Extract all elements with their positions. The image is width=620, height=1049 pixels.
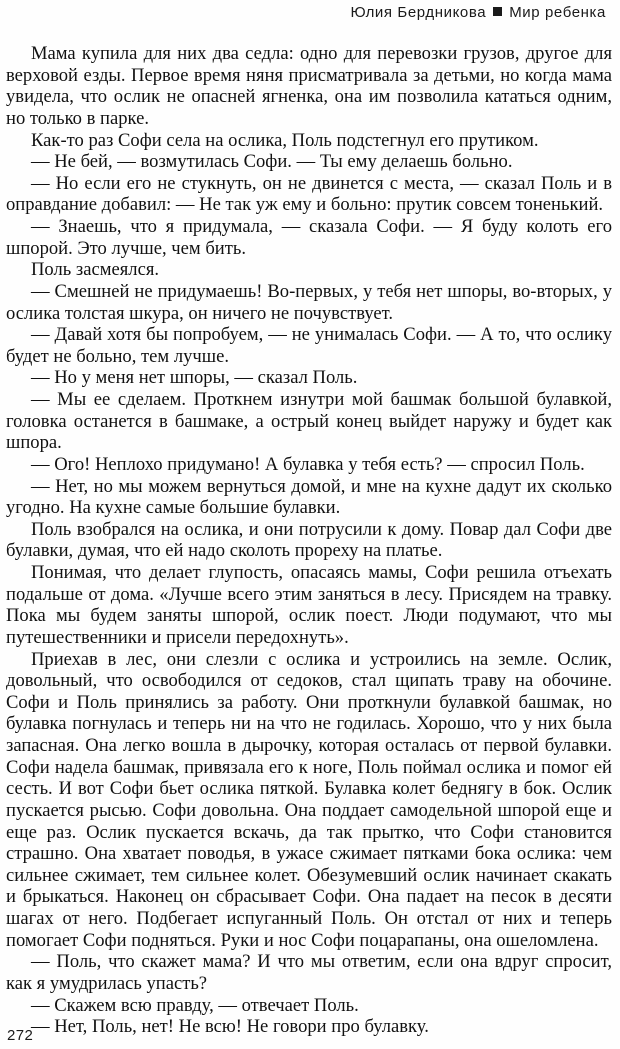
paragraph: — Но у меня нет шпоры, — сказал Поль. [31,367,358,389]
paragraph: — Смешней не придумаешь! Во-первых, у тебя нет шпоры, во-вторых, у ослика толстая шкура, он ничего не почувствует. [6,280,612,324]
paragraph: — Не бей, — возмутилась Софи. — Ты ему делаешь больно. [31,151,513,173]
page-number: 272 [7,1027,34,1044]
header-separator-square-icon [493,7,502,16]
paragraph: — Поль, что скажет мама? И что мы ответим, если она вдруг спросит, как я умудрилась упасть? [6,951,612,994]
paragraph: — Скажем всю правду, — отвечает Поль. [31,994,359,1016]
paragraph: Понимая, что делает глупость, опасаясь мамы, Софи решила отъехать подальше от дома. «Лучше всего этим заняться в лесу. Присядем на травку. Пока мы будем заняты шпорой, ослик поест. Люди подумают, что мы путешественники и присели передохнуть». [6,562,612,648]
paragraph: Поль засмеялся. [31,259,160,281]
paragraph: — Нет, Поль, нет! Не всю! Не говори про булавку. [31,1016,429,1038]
paragraph: — Ого! Неплохо придумано! А булавка у тебя есть? — спросил Поль. [31,453,585,475]
running-header [350,4,606,21]
paragraph: — Знаешь, что я придумала, — сказала Софи. — Я буду колоть его шпорой. Это лучше, чем бить. [6,216,612,259]
body-text [6,43,612,1038]
header-author: Юлия Бердникова [350,4,487,21]
paragraph: Мама купила для них два седла: одно для перевозки грузов, другое для верховой езды. Первое время няня присматривала за детьми, но когда мама увидела, что ослик не опасней ягненка, она им позволила кататься одним, но только в парке. [6,43,612,129]
header-book-title: Мир ребенка [509,4,606,21]
paragraph: — Давай хотя бы попробуем, — не унималась Софи. — А то, что ослику будет не больно, тем лучше. [6,324,612,367]
paragraph: Как-то раз Софи села на ослика, Поль подстегнул его прутиком. [31,129,539,151]
paragraph: — Но если его не стукнуть, он не двинется с места, — сказал Поль и в оправдание добавил: — Не так уж ему и больно: прутик совсем тоненький. [6,172,612,216]
paragraph: — Нет, но мы можем вернуться домой, и мне на кухне дадут их сколько угодно. На кухне самые большие булавки. [6,475,612,519]
paragraph: Поль взобрался на ослика, и они потрусили к дому. Повар дал Софи две булавки, думая, что ей надо сколоть прореху на платье. [6,518,612,562]
paragraph: Приехав в лес, они слезли с ослика и устроились на земле. Ослик, довольный, что освободился от седоков, стал щипать траву на обочине. Софи и Поль принялись за работу. Они проткнули булавкой башмак, но булавка погнулась и теперь ни на что не годилась. Хорошо, что у них была запасная. Она легко вошла в дырочку, которая осталась от первой булавки. Софи надела башмак, привязала его к ноге, Поль поймал ослика и помог ей сесть. И вот Софи бьет ослика пяткой. Булавка колет беднягу в бок. Ослик пускается рысью. Софи довольна. Она поддает самодельной шпорой еще и еще раз. Ослик пускается вскачь, да так прытко, что Софи становится страшно. Она хватает поводья, в ужасе сжимает пятками бока ослика: чем сильнее сжимает, тем сильнее колет. Обезумевший ослик начинает скакать и брыкаться. Наконец он сбрасывает Софи. Она падает на песок в десяти шагах от него. Подбегает испуганный Поль. Он отстал от них и теперь помогает Софи подняться. Руки и нос Софи поцарапаны, она ошеломлена. [6,648,612,951]
paragraph: — Мы ее сделаем. Проткнем изнутри мой башмак большой булавкой, головка останется в башмаке, а острый конец выйдет наружу и будет как шпора. [6,389,612,454]
